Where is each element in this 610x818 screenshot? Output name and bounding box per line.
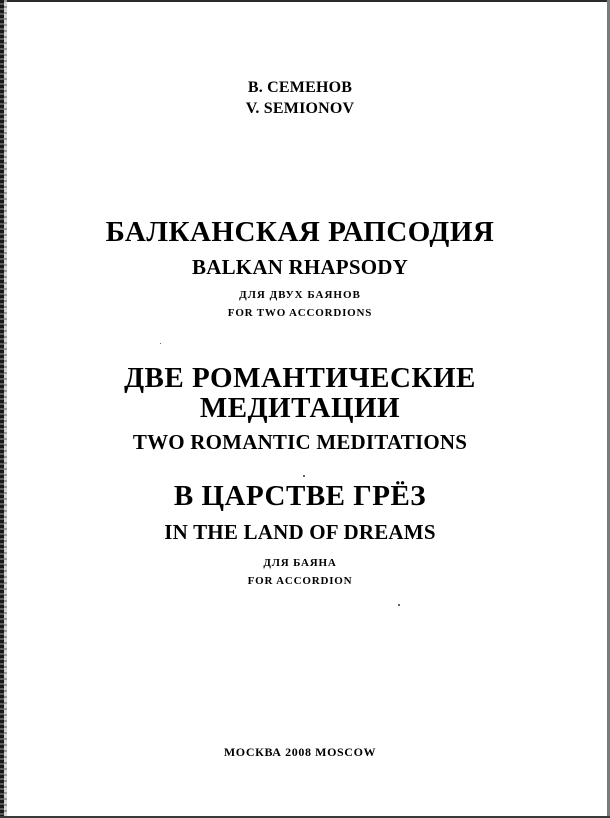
work2-title-ru-line1: ДВЕ РОМАНТИЧЕСКИЕ (124, 362, 476, 394)
work1-title-ru: БАЛКАНСКАЯ РАПСОДИЯ (105, 216, 495, 248)
work3-instrumentation-ru: ДЛЯ БАЯНА (263, 557, 337, 569)
publisher-imprint: МОСКВА 2008 MOSCOW (223, 745, 377, 759)
work1-title-en: BALKAN RHAPSODY (192, 255, 408, 279)
scan-speck (160, 343, 161, 344)
work2-title-ru-line2: МЕДИТАЦИИ (199, 392, 401, 424)
scan-edge-top (0, 0, 610, 2)
scan-speck (398, 604, 400, 606)
work3-title-en: IN THE LAND OF DREAMS (164, 520, 436, 544)
work3-title-ru: В ЦАРСТВЕ ГРЁЗ (173, 480, 427, 512)
author-name-en: V. SEMIONOV (245, 100, 355, 117)
author-name-ru: В. СЕМЕНОВ (247, 79, 353, 96)
work1-instrumentation-en: FOR TWO ACCORDIONS (227, 307, 373, 319)
scan-speck (303, 475, 305, 477)
work3-instrumentation-en: FOR ACCORDION (247, 575, 353, 587)
work2-title-en: TWO ROMANTIC MEDITATIONS (132, 430, 468, 454)
work1-instrumentation-ru: ДЛЯ ДВУХ БАЯНОВ (239, 289, 361, 301)
